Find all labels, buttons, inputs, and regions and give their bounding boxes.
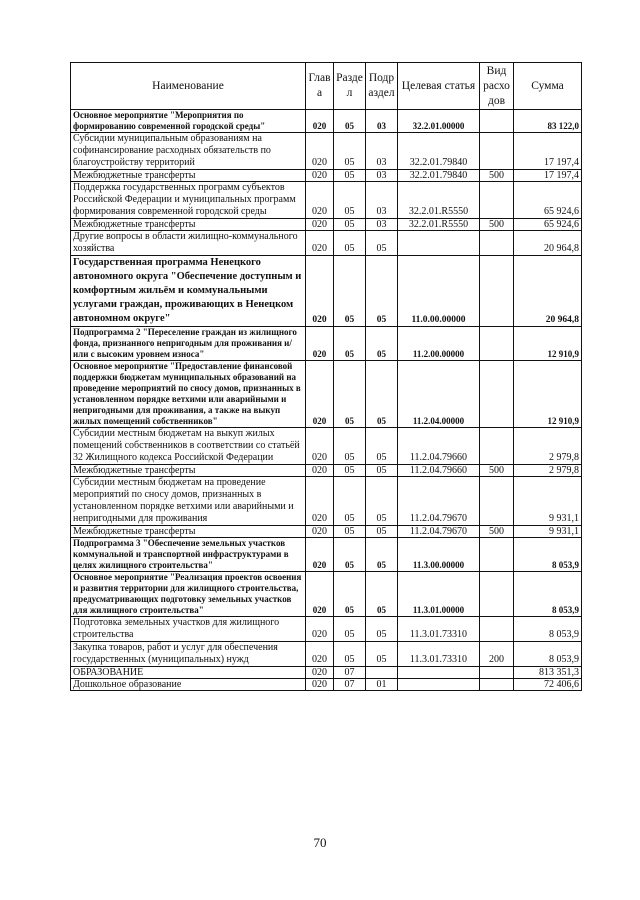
header-chapter: Глав а	[306, 63, 334, 110]
row-sum: 83 122,0	[514, 110, 582, 133]
row-target: 32.2.01.79840	[398, 133, 480, 170]
row-name: Подпрограмма 2 "Переселение граждан из жилищного фонда, признанного непригодным для проживания и/или с высоким уровнем износа"	[71, 327, 306, 361]
row-subsection: 01	[366, 679, 398, 691]
row-chapter: 020	[306, 526, 334, 538]
row-subsection: 05	[366, 327, 398, 361]
row-sum: 65 924,6	[514, 182, 582, 219]
row-section: 05	[334, 572, 366, 617]
row-chapter: 020	[306, 182, 334, 219]
row-subsection: 05	[366, 428, 398, 465]
row-chapter: 020	[306, 428, 334, 465]
row-name: Основное мероприятие "Мероприятия по формированию современной городской среды"	[71, 110, 306, 133]
row-sum: 8 053,9	[514, 617, 582, 642]
row-section: 05	[334, 361, 366, 428]
table-row	[71, 679, 582, 691]
row-name: Подпрограмма 3 "Обеспечение земельных участков коммунальной и транспортной инфраструктурами в целях жилищного строительства"	[71, 538, 306, 572]
row-expense-type	[480, 231, 514, 256]
row-target: 11.2.04.79660	[398, 428, 480, 465]
row-target: 32.2.01.00000	[398, 110, 480, 133]
row-section: 05	[334, 219, 366, 231]
row-section: 05	[334, 170, 366, 182]
row-subsection	[366, 667, 398, 679]
row-target	[398, 667, 480, 679]
row-section: 05	[334, 133, 366, 170]
row-name: Закупка товаров, работ и услуг для обеспечения государственных (муниципальных) нужд	[71, 642, 306, 667]
row-sum: 8 053,9	[514, 572, 582, 617]
row-chapter: 020	[306, 572, 334, 617]
row-chapter: 020	[306, 133, 334, 170]
row-target: 32.2.01.79840	[398, 170, 480, 182]
row-chapter: 020	[306, 538, 334, 572]
row-expense-type	[480, 110, 514, 133]
row-section: 05	[334, 465, 366, 477]
row-name: Субсидии местным бюджетам на проведение мероприятий по сносу домов, признанных в установленном порядке ветхими или аварийными и непригодными для проживания	[71, 477, 306, 526]
row-subsection: 05	[366, 361, 398, 428]
row-name: Субсидии местным бюджетам на выкуп жилых помещений собственников в соответствии со статьёй 32 Жилищного кодекса Российской Федерации	[71, 428, 306, 465]
row-sum: 17 197,4	[514, 133, 582, 170]
budget-table	[70, 62, 582, 691]
row-name: ОБРАЗОВАНИЕ	[71, 667, 306, 679]
row-target: 11.3.00.00000	[398, 538, 480, 572]
row-name: Субсидии муниципальным образованиям на софинансирование расходных обязательств по благоустройству территорий	[71, 133, 306, 170]
row-section: 05	[334, 231, 366, 256]
row-subsection: 05	[366, 526, 398, 538]
row-target: 11.0.00.00000	[398, 256, 480, 327]
table-row	[71, 231, 582, 256]
row-section: 05	[334, 428, 366, 465]
row-expense-type	[480, 133, 514, 170]
row-expense-type: 200	[480, 642, 514, 667]
row-chapter: 020	[306, 617, 334, 642]
table-row	[71, 182, 582, 219]
row-section: 07	[334, 667, 366, 679]
table-row	[71, 667, 582, 679]
row-section: 07	[334, 679, 366, 691]
row-expense-type	[480, 667, 514, 679]
row-subsection: 05	[366, 538, 398, 572]
header-section: Разде л	[334, 63, 366, 110]
row-name: Другие вопросы в области жилищно-коммунального хозяйства	[71, 231, 306, 256]
row-subsection: 05	[366, 256, 398, 327]
row-chapter: 020	[306, 465, 334, 477]
row-chapter: 020	[306, 361, 334, 428]
table-header-row	[71, 63, 582, 110]
row-chapter: 020	[306, 231, 334, 256]
row-sum: 65 924,6	[514, 219, 582, 231]
row-sum: 813 351,3	[514, 667, 582, 679]
row-sum: 12 910,9	[514, 327, 582, 361]
row-expense-type: 500	[480, 526, 514, 538]
table-row	[71, 526, 582, 538]
row-sum: 2 979,8	[514, 465, 582, 477]
row-subsection: 05	[366, 231, 398, 256]
row-subsection: 03	[366, 182, 398, 219]
row-target: 11.2.04.79660	[398, 465, 480, 477]
row-subsection: 03	[366, 133, 398, 170]
row-name: Межбюджетные трансферты	[71, 170, 306, 182]
table-row	[71, 572, 582, 617]
row-subsection: 05	[366, 642, 398, 667]
row-target: 11.3.01.73310	[398, 617, 480, 642]
row-target: 32.2.01.R5550	[398, 182, 480, 219]
header-target: Целевая статья	[398, 63, 480, 110]
row-chapter: 020	[306, 170, 334, 182]
row-name: Дошкольное образование	[71, 679, 306, 691]
row-subsection: 05	[366, 477, 398, 526]
row-section: 05	[334, 617, 366, 642]
row-expense-type	[480, 182, 514, 219]
table-row	[71, 327, 582, 361]
row-expense-type	[480, 679, 514, 691]
row-section: 05	[334, 256, 366, 327]
row-sum: 2 979,8	[514, 428, 582, 465]
table-row	[71, 361, 582, 428]
row-target: 11.2.00.00000	[398, 327, 480, 361]
row-expense-type: 500	[480, 170, 514, 182]
row-section: 05	[334, 182, 366, 219]
header-sum: Сумма	[514, 63, 582, 110]
table-row	[71, 538, 582, 572]
row-subsection: 03	[366, 219, 398, 231]
row-name: Подготовка земельных участков для жилищного строительства	[71, 617, 306, 642]
table-row	[71, 219, 582, 231]
row-subsection: 05	[366, 617, 398, 642]
row-subsection: 05	[366, 465, 398, 477]
row-expense-type	[480, 617, 514, 642]
header-name: Наименование	[71, 63, 306, 110]
row-target	[398, 231, 480, 256]
row-name: Основное мероприятие "Реализация проектов освоения и развития территории для жилищного строительства, предусматривающих подготовку земельных участков для жилищного строительства"	[71, 572, 306, 617]
row-subsection: 05	[366, 572, 398, 617]
row-sum: 8 053,9	[514, 538, 582, 572]
row-sum: 9 931,1	[514, 477, 582, 526]
row-target: 11.2.04.79670	[398, 477, 480, 526]
page-number: 70	[313, 835, 327, 850]
row-subsection: 03	[366, 170, 398, 182]
table-row	[71, 617, 582, 642]
row-sum: 20 964,8	[514, 256, 582, 327]
header-expense-type: Вид расхо дов	[480, 63, 514, 110]
row-name: Государственная программа Ненецкого автономного округа "Обеспечение доступным и комфортным жильём и коммунальными услугами граждан, проживающих в Ненецком автономном округе"	[71, 256, 306, 327]
row-chapter: 020	[306, 679, 334, 691]
row-expense-type	[480, 477, 514, 526]
row-sum: 8 053,9	[514, 642, 582, 667]
row-subsection: 03	[366, 110, 398, 133]
row-name: Поддержка государственных программ субъектов Российской Федерации и муниципальных программ формирования современной городской среды	[71, 182, 306, 219]
row-chapter: 020	[306, 110, 334, 133]
row-expense-type	[480, 361, 514, 428]
row-target: 11.3.01.73310	[398, 642, 480, 667]
row-expense-type	[480, 256, 514, 327]
row-target: 32.2.01.R5550	[398, 219, 480, 231]
row-target: 11.2.04.00000	[398, 361, 480, 428]
row-target: 11.2.04.79670	[398, 526, 480, 538]
row-section: 05	[334, 642, 366, 667]
row-chapter: 020	[306, 219, 334, 231]
row-target: 11.3.01.00000	[398, 572, 480, 617]
row-section: 05	[334, 538, 366, 572]
table-row	[71, 477, 582, 526]
row-expense-type: 500	[480, 465, 514, 477]
table-row	[71, 133, 582, 170]
row-chapter: 020	[306, 256, 334, 327]
table-row	[71, 465, 582, 477]
row-target	[398, 679, 480, 691]
row-sum: 9 931,1	[514, 526, 582, 538]
row-section: 05	[334, 477, 366, 526]
row-section: 05	[334, 526, 366, 538]
row-name: Основное мероприятие "Предоставление финансовой поддержки бюджетам муниципальных образований на проведение мероприятий по сносу домов, признанных в установленном порядке ветхими или аварийными и непригодными для проживания, а также на выкуп жилых помещений собственников"	[71, 361, 306, 428]
row-expense-type	[480, 428, 514, 465]
row-name: Межбюджетные трансферты	[71, 219, 306, 231]
table-row	[71, 642, 582, 667]
row-sum: 20 964,8	[514, 231, 582, 256]
table-row	[71, 428, 582, 465]
row-chapter: 020	[306, 642, 334, 667]
row-expense-type	[480, 572, 514, 617]
row-section: 05	[334, 110, 366, 133]
row-name: Межбюджетные трансферты	[71, 526, 306, 538]
table-row	[71, 256, 582, 327]
row-sum: 12 910,9	[514, 361, 582, 428]
row-sum: 17 197,4	[514, 170, 582, 182]
table-row	[71, 110, 582, 133]
table-row	[71, 170, 582, 182]
row-chapter: 020	[306, 327, 334, 361]
row-chapter: 020	[306, 477, 334, 526]
row-chapter: 020	[306, 667, 334, 679]
row-expense-type: 500	[480, 219, 514, 231]
row-section: 05	[334, 327, 366, 361]
row-sum: 72 406,6	[514, 679, 582, 691]
row-name: Межбюджетные трансферты	[71, 465, 306, 477]
row-expense-type	[480, 538, 514, 572]
row-expense-type	[480, 327, 514, 361]
header-subsection: Подр аздел	[366, 63, 398, 110]
